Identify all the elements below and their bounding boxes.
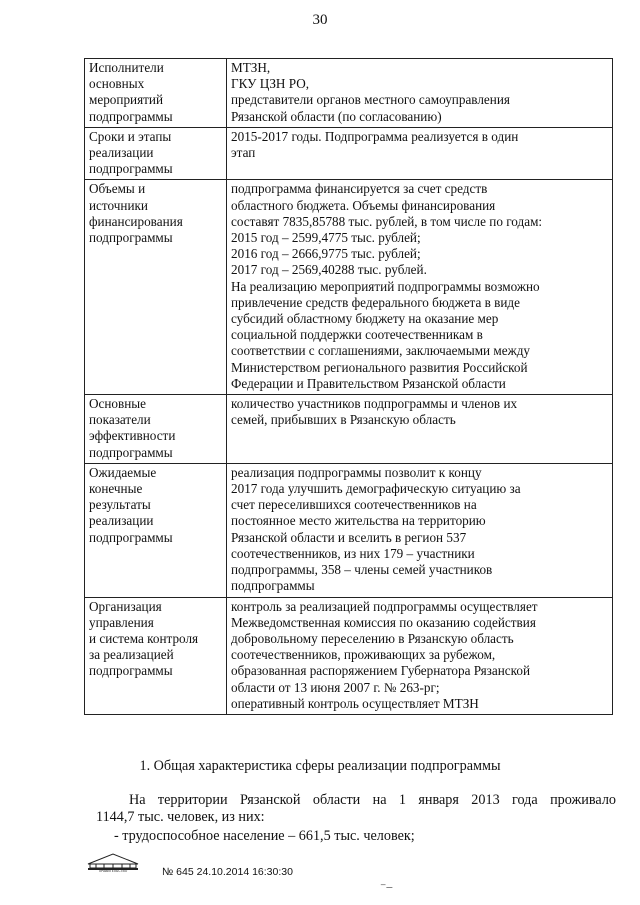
- row-content-cell: [227, 597, 613, 714]
- subprogram-passport-table: [84, 58, 613, 715]
- label-line: подпрограммы: [89, 108, 173, 124]
- content-line: соотечественников, из них 179 – участники: [231, 545, 475, 561]
- label-line: подпрограммы: [89, 444, 173, 460]
- content-line: постоянное место жительства на территорию: [231, 513, 486, 529]
- passport-table-body: [85, 59, 613, 715]
- label-line: результаты: [89, 497, 151, 513]
- row-label-cell: [85, 59, 227, 128]
- content-line: счет переселившихся соотечественников на: [231, 497, 477, 513]
- content-line: области от 13 июня 2007 г. № 263-рг;: [231, 679, 440, 695]
- content-line: подпрограммы: [231, 578, 315, 594]
- content-line: 2015 год – 2599,4775 тыс. рублей;: [231, 230, 421, 246]
- government-building-logo: [84, 850, 142, 872]
- row-content-cell: [227, 127, 613, 180]
- row-content-cell: [227, 180, 613, 395]
- label-line: Организация: [89, 598, 162, 614]
- content-line: Межведомственная комиссия по оказанию содействия: [231, 614, 536, 630]
- label-line: подпрограммы: [89, 663, 173, 679]
- logo-text: ПРАВИТЕЛЬСТВО: [98, 869, 128, 872]
- paragraph-line-1: На территории Рязанской области на 1 января 2013 года проживало: [129, 792, 616, 808]
- content-line: МТЗН,: [231, 60, 271, 75]
- content-line: субсидий областному бюджету на оказание мер: [231, 311, 499, 327]
- label-line: подпрограммы: [89, 230, 173, 246]
- content-line: составят 7835,85788 тыс. рублей, в том числе по годам:: [231, 213, 543, 229]
- label-line: и система контроля: [89, 630, 199, 646]
- page-number: 30: [312, 12, 328, 28]
- content-line: образованная распоряжением Губернатора Рязанской: [231, 663, 531, 679]
- label-line: реализации: [89, 145, 154, 161]
- registration-stamp: № 645 24.10.2014 16:30:30: [162, 866, 293, 878]
- row-content-cell: [227, 59, 613, 128]
- row-content-cell: [227, 395, 613, 464]
- content-line: 2016 год – 2666,9775 тыс. рублей;: [231, 246, 421, 262]
- label-line: подпрограммы: [89, 161, 173, 177]
- content-line: 2017 года улучшить демографическую ситуацию за: [231, 481, 521, 497]
- table-row: [85, 180, 613, 395]
- label-line: эффективности: [89, 428, 176, 444]
- tick-mark-icon: ⁻ ̶: [380, 880, 390, 894]
- label-line: реализации: [89, 513, 154, 529]
- label-line: показатели: [89, 412, 151, 428]
- content-line: Министерством регионального развития Российской: [231, 359, 528, 375]
- section-heading: 1. Общая характеристика сферы реализации подпрограммы: [139, 758, 501, 774]
- label-line: основных: [89, 76, 145, 92]
- label-line: источники: [89, 197, 148, 213]
- label-line: конечные: [89, 481, 143, 497]
- label-line: подпрограммы: [89, 529, 173, 545]
- row-label-cell: [85, 597, 227, 714]
- content-line: количество участников подпрограммы и членов их: [231, 396, 518, 412]
- content-line: соотечественников, проживающих за рубежом,: [231, 647, 496, 663]
- content-line: привлечение средств федерального бюджета в виде: [231, 294, 520, 310]
- table-row: [85, 463, 613, 597]
- label-line: управления: [89, 614, 154, 630]
- content-line: Федерации и Правительством Рязанской области: [231, 375, 506, 391]
- row-label-cell: [85, 463, 227, 597]
- content-line: семей, прибывших в Рязанскую область: [231, 412, 456, 428]
- table-row: [85, 597, 613, 714]
- content-line: контроль за реализацией подпрограммы осуществляет: [231, 598, 538, 614]
- content-line: 2015-2017 годы. Подпрограмма реализуется в один: [231, 128, 519, 144]
- row-label-cell: [85, 127, 227, 180]
- content-line: соответствии с соглашениями, заключаемыми между: [231, 343, 531, 359]
- label-line: за реализацией: [89, 647, 174, 663]
- content-line: На реализацию мероприятий подпрограммы возможно: [231, 278, 540, 294]
- row-label-cell: [85, 395, 227, 464]
- content-line: ГКУ ЦЗН РО,: [231, 76, 310, 92]
- paragraph-2: - трудоспособное население – 661,5 тыс. человек;: [114, 828, 415, 844]
- label-line: Исполнители: [89, 60, 164, 75]
- content-line: подпрограмма финансируется за счет средств: [231, 181, 488, 197]
- row-label-cell: [85, 180, 227, 395]
- table-row: [85, 127, 613, 180]
- label-line: финансирования: [89, 213, 183, 229]
- label-line: Основные: [89, 396, 147, 412]
- content-line: 2017 год – 2569,40288 тыс. рублей.: [231, 262, 427, 278]
- content-line: добровольному переселению в Рязанскую область: [231, 630, 514, 646]
- content-line: Рязанской области (по согласованию): [231, 108, 442, 124]
- label-line: Ожидаемые: [89, 464, 157, 480]
- table-row: [85, 59, 613, 128]
- content-line: оперативный контроль осуществляет МТЗН: [231, 695, 479, 711]
- paragraph-line-2: 1144,7 тыс. человек, из них:: [96, 809, 265, 825]
- content-line: представители органов местного самоуправления: [231, 92, 510, 108]
- label-line: Объемы и: [89, 181, 146, 197]
- content-line: подпрограммы, 358 – члены семей участников: [231, 562, 493, 578]
- content-line: Рязанской области и вселить в регион 537: [231, 529, 467, 545]
- row-content-cell: [227, 463, 613, 597]
- label-line: Сроки и этапы: [89, 128, 172, 144]
- content-line: этап: [231, 145, 256, 161]
- content-line: социальной поддержки соотечественникам в: [231, 327, 483, 343]
- content-line: реализация подпрограммы позволит к концу: [231, 464, 482, 480]
- table-row: [85, 395, 613, 464]
- label-line: мероприятий: [89, 92, 164, 108]
- content-line: областного бюджета. Объемы финансирования: [231, 197, 496, 213]
